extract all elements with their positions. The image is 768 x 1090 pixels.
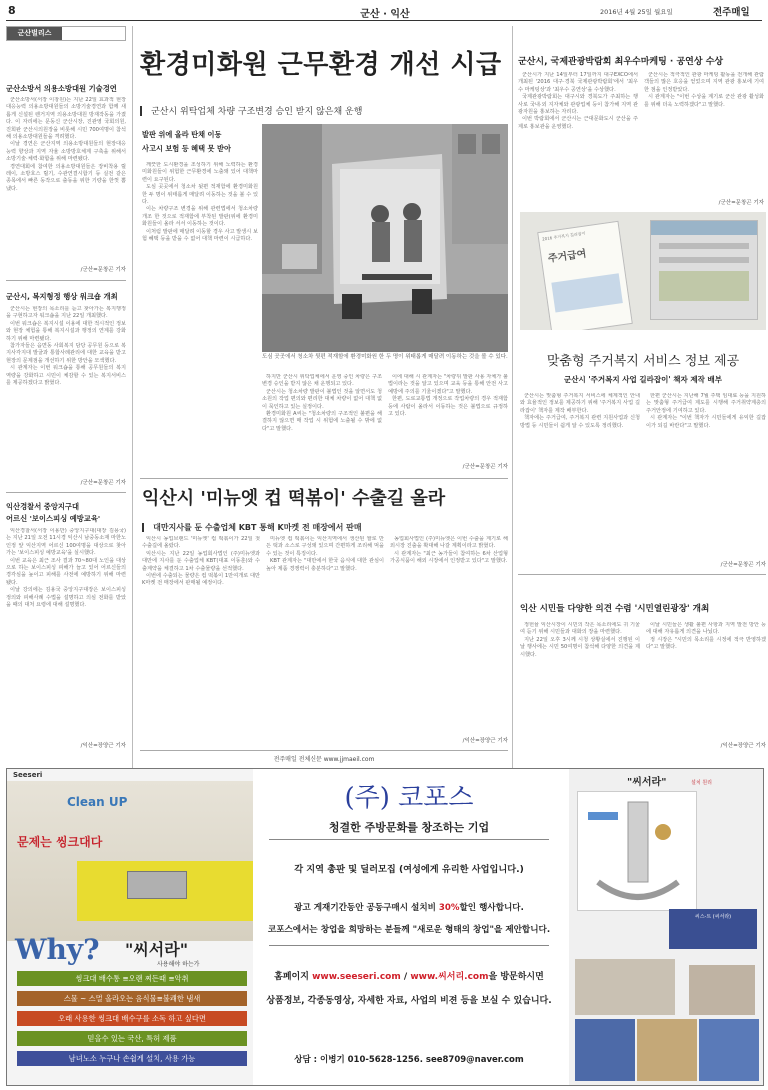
- tteokbokki-col-b: [266, 536, 384, 736]
- lead-kicker-2: 사고시 보험 등 혜택 못 받아: [142, 144, 231, 153]
- promo-text-end: 할인 행사합니다.: [459, 903, 524, 913]
- forum-headline: 익산 시민들 다양한 의견 수렴 '시민열린광장' 개최: [520, 604, 710, 614]
- paragraph: 시 관계자는 "최근 농가들이 참여하는 6차 산업형 가공식품이 해외 시장에서 인정받고 있다"고 말했다.: [390, 550, 508, 565]
- ad-bar-1: 씽크대 배수통 ≡오랜 찌든때 ≡악취: [17, 971, 247, 986]
- ad-clean-up: Clean UP: [67, 795, 128, 809]
- ad-right-product: "씨서라": [627, 777, 667, 788]
- ad-bar-4: 믿을수 있는 국산, 특허 제품: [17, 1031, 247, 1046]
- tteokbokki-byline: /익산=장양근 기자: [462, 738, 508, 744]
- paragraph: 정 시장은 "시민의 목소리를 시정에 적극 반영하겠다"고 말했다.: [646, 636, 766, 651]
- paragraph: 시 관계자는 이번 워크숍을 통해 공무원들의 복지 역량을 강화하고 시민이 체감할 수 있는 복지서비스를 제공하겠다고 밝혔다.: [6, 365, 126, 387]
- ad-drain-diagram: [577, 791, 697, 911]
- lead-subhead: [140, 100, 508, 119]
- photo-caption-truck: 도심 곳곳에서 청소차 뒷편 적재함에 환경미화원 한 두 명이 위태롭게 매달려 이동하는 것을 볼 수 있다.: [262, 354, 508, 360]
- headline-welfare-workshop: 군산시, 복지형정 행상 워크숍 개최: [6, 292, 118, 301]
- ad-right-product-sub: 설치 원리: [691, 780, 712, 786]
- booklet-stack: [650, 220, 758, 320]
- paragraph: KBT 관계자는 "대만에서 한국 음식에 대한 관심이 높아 제품 경쟁력이 충분하다"고 말했다.: [266, 558, 384, 572]
- paragraph: 깨끗한 도시환경을 조성하기 위해 노력하는 환경미화원들이 위험한 근무환경에 노출돼 있어 대책마련이 요구된다.: [142, 162, 258, 183]
- ad-left-panel: [7, 769, 253, 1085]
- paragraph: 이번에 수출되는 물량은 컵 떡볶이 1만여개로 대만 K마켓 전 매장에서 판매될 예정이다.: [142, 573, 260, 587]
- paragraph: 국제관광박람회는 대구시와 경북도가 주최하는 행사로 국내·외 지자체와 관광업체 등이 참가해 지역 관광자원을 홍보하는 자리다.: [518, 94, 638, 116]
- photo-garbage-truck: [262, 124, 508, 352]
- web-link-1[interactable]: www.seeseri.com: [312, 972, 401, 982]
- kitchen-sink: [127, 871, 187, 899]
- tteokbokki-col-c: [390, 536, 508, 726]
- byline-fire-contest: /군산=문창곤 기자: [80, 267, 126, 273]
- advertisement: [6, 768, 764, 1086]
- ad-bar-2: 스물 ~ 스멀 올라오는 음식물≡불쾌한 냄새: [17, 991, 247, 1006]
- paragraph: 군산시는 현장의 목소리를 듣고 찾아가는 복지행정을 구현하고자 워크숍을 지난 22일 개최했다.: [6, 306, 126, 320]
- paragraph: 이날 강의에는 김용국 중앙지구대장은 보이스피싱 정의와 피해사례 수법을 설명하고 의심 전화를 받았을 때의 대처 요령에 대해 설명했다.: [6, 587, 126, 609]
- booklet-cover: [537, 221, 633, 330]
- booklet-title: 주거급여: [547, 248, 588, 265]
- paragraph: 농업회사법인 (주)미뉴엣은 이번 수출을 계기로 해외시장 진출을 확대해 나갈 계획이라고 밝혔다.: [390, 536, 508, 550]
- ad-promo: [259, 901, 559, 913]
- ad-recruit: 각 지역 총판 및 딜러모집 (여성에게 유리한 사업입니다.): [294, 864, 524, 875]
- paragraph: 군산시는 청소차량 발판이 불법인 것을 알면서도 청소원의 작업 편의와 편리한 대체 차량이 없어 대책 없이 묵인하고 있는 실정이다.: [262, 388, 382, 410]
- web-text-end: 을 방문하시면: [488, 972, 544, 982]
- body-fire-contest: [6, 97, 126, 257]
- headline-fire-contest: 군산소방서 의용소방대원 기술경연: [6, 84, 117, 93]
- ad-slogan: 청결한 주방문화를 창조하는 기업: [328, 821, 490, 834]
- paragraph: 이처럼 발판에 매달려 이동할 경우 사고 발생시 보험 혜택 등을 받을 수 없어 대책 마련이 시급하다.: [142, 228, 258, 243]
- paper-footer: 전주매일 전체신문 www.jjmaeil.com: [273, 756, 375, 763]
- forum-col-b: [646, 622, 766, 732]
- ad-contact: 상담 : 이병기 010-5628-1256. see8709@naver.com: [294, 1055, 524, 1065]
- ad-why: Why?: [15, 933, 100, 966]
- photo-booklet: [520, 212, 766, 330]
- ad-company: (주) 코포스: [344, 783, 474, 813]
- paragraph: 이는 차량구조 변경을 위해 관련법에서 청소차량 개조 한 것으로 적재함에 부착된 발판(위에 환경미화원들이 올라 서서 이동하는 것이다.: [142, 206, 258, 228]
- drain-icon: [578, 792, 698, 912]
- paragraph: 하지만 군산시 위탁업체에서 운영 중인 차량은 구조변경 승인을 받지 않은 채 운행되고 있다.: [262, 374, 382, 388]
- tourism-col-b: [644, 72, 764, 194]
- ad-thumb-1: [575, 1019, 635, 1081]
- ad-thumb-4: [575, 959, 675, 1015]
- paragraph: 시 관계자는 "이번 책자가 시민들에게 유익한 길잡이가 되길 바란다"고 말했다.: [646, 415, 766, 429]
- paragraph: 한편 군산시는 지난해 7월 주택 임대료 등을 지원하는 맞춤형 주거급여 제도를 시행해 주거취약계층의 주거안정에 기여하고 있다.: [646, 393, 766, 414]
- ad-bar-3: 오래 사용한 씽크대 배수구를 소독 하고 싶다면: [17, 1011, 247, 1026]
- promo-text: 광고 게재기간동안 공동구매시 설치비: [294, 903, 439, 913]
- lead-body-mid: [262, 374, 382, 474]
- paragraph: 시 관계자는 "이번 수상을 계기로 군산 관광 활성화를 위해 더욱 노력하겠다"고 말했다.: [644, 94, 764, 108]
- lead-body-right: [388, 374, 508, 456]
- banner-label: 군산벌리스: [7, 27, 62, 40]
- paragraph: 환경미화원 A씨는 "청소차량의 구조적인 불편을 해결하지 않으면 매 작업 시 위험에 노출될 수 밖에 없다"고 말했다.: [262, 411, 382, 432]
- byline-welfare-workshop: /군산=문창곤 기자: [80, 480, 126, 486]
- paragraph: 미뉴엣 컵 떡볶이는 익산지역에서 생산된 쌀로 만든 떡과 소스로 구성돼 있으며 간편하게 조리해 먹을 수 있는 것이 특징이다.: [266, 536, 384, 557]
- subhead-bar: [140, 106, 142, 116]
- truck-illustration: [262, 124, 508, 352]
- paragraph: 참가자들은 읍면동 사회복지 담당 공무원 등으로 복지사각지대 발굴과 통합사례관리에 대한 교육을 받고 현장의 문제점을 개선하기 위한 방안을 모색했다.: [6, 343, 126, 364]
- paragraph: 책자에는 주거급여, 주거복지 관련 지원사업과 신청 방법 등 시민들이 쉽게 알 수 있도록 정리했다.: [520, 415, 640, 429]
- lead-body-left: [142, 162, 258, 412]
- paragraph: 군산시는 적극적인 관광 마케팅 활동을 전개해 관람객들의 많은 호응을 얻었으며 지역 관광 홍보에 기여한 점을 인정받았다.: [644, 72, 764, 93]
- paragraph: 군산시는 맞춤형 주거복지 서비스에 체계적인 안내와 효율적인 정보를 제공하기 위해 '주거복지 사업 길라잡이' 책자를 제작 배부한다.: [520, 393, 640, 414]
- ad-right-panel: [569, 769, 763, 1085]
- tteokbokki-col-a: [142, 536, 260, 736]
- headline-phishing-2: 어르신 '보이스피싱 예방교육': [6, 514, 101, 523]
- ad-left-product-sub: 사용해야 하는가: [157, 961, 200, 968]
- lead-byline: /군산=문창곤 기자: [462, 464, 508, 470]
- ad-left-product: "씨서라": [125, 940, 189, 959]
- paragraph: 군산소방서(서장 이창원)는 지난 22일 효과적 현장대응능력 의용소방대원들의 소방기술경연과 함께 새롭게 신설된 렌거지역 의용소방대원 방재작동을 가졌다. 이 자리에는 문동신 군산시장, 진관영 국회의원, 진희완 군산시의원장을 비롯해 시민 700여명이 참석해 의용소방대원들을 격려했다.: [6, 97, 126, 141]
- ad-startup: 코포스에서는 창업을 희망하는 분들께 "새로운 형태의 창업"을 제안합니다.: [267, 925, 551, 935]
- booklet-tag: 2016 주거복지 길라잡이: [541, 230, 586, 242]
- forum-col-a: [520, 622, 640, 738]
- lead-kicker-1: 발판 위에 올라 탄채 이동: [142, 130, 222, 139]
- ad-thumb-3: [699, 1019, 759, 1081]
- housing-byline: /군산=문창곤 기자: [720, 562, 766, 568]
- issue-date: 2016년 4월 25일 월요일: [600, 8, 673, 16]
- web-sep: /: [400, 972, 411, 982]
- paper-name: 전주매일: [713, 7, 750, 18]
- paragraph: 이번 교육은 최근 조사 결과 70~80대 노인을 대상으로 하는 보이스피싱 피해가 늘고 있어 어르신들의 경각심을 높이고 피해를 사전에 예방하기 위해 마련됐다.: [6, 557, 126, 586]
- subhead-text: 대만지사를 둔 수출업체 KBT 통해 K마켓 전 매장에서 판매: [153, 523, 362, 532]
- ad-problem-text: 문제는 씽크대다: [17, 835, 103, 849]
- housing-subhead: 군산시 '주거복지 사업 길라잡이' 책자 제작 배부: [564, 375, 722, 384]
- section-title: 군산 · 익산: [360, 9, 410, 20]
- paragraph: 이날 경연은 군산지역 의용소방대원들의 현장대응능력 향상과 지역 자율 소방방호체계 구축을 위해서 소방기술·체력·화합을 위해 마련됐다.: [6, 141, 126, 163]
- paragraph: 이번 박람회에서 군산시는 근대문화도시 군산을 주제로 홍보관을 운영했다.: [518, 116, 638, 130]
- paragraph: 정헌율 익산시장이 시민의 작은 목소리에도 귀 기울여 듣기 위해 시민들과 대화의 장을 마련했다.: [520, 622, 640, 636]
- paragraph: 지난 22일 오후 3시께 시청 상황실에서 진행된 이날 행사에는 시민 50여명이 참석해 다양한 의견을 제시했다.: [520, 636, 640, 658]
- section-banner: [6, 26, 126, 41]
- ad-brand: Seeseri: [13, 771, 43, 779]
- housing-col-a: [520, 393, 640, 553]
- ad-kitchen-photo: [7, 781, 253, 941]
- paragraph: 도심 곳곳에서 청소차 뒷편 적재함에 환경미화원 한 두 명이 위태롭게 매달려 이동하는 것을 볼 수 있다.: [142, 184, 258, 206]
- tourism-byline: /군산=문창곤 기자: [718, 200, 764, 206]
- promo-percent: 30%: [438, 903, 460, 913]
- page-number: 8: [8, 4, 16, 17]
- tourism-headline: 군산시, 국제관광박람회 최우수마케팅 · 공연상 수상: [518, 57, 724, 67]
- subhead-bar: [142, 523, 144, 532]
- housing-col-b: [646, 393, 766, 543]
- tteokbokki-headline: 익산시 '미뉴엣 컵 떡볶이' 수출길 올라: [142, 488, 446, 509]
- byline-phishing: /익산=장양근 기자: [80, 743, 126, 749]
- paragraph: 익산시 농업브랜드 '미뉴엣' 컵 떡볶이가 22일 첫 수출길에 올랐다.: [142, 536, 260, 550]
- ad-website: [259, 969, 559, 982]
- paragraph: 익산시는 지난 22일 농업회사법인 (주)미뉴엣과 대만에 지사를 둔 수출업체 KBT(대표 이동훈)와 수출계약을 체결하고 1차 수출물량을 선적했다.: [142, 550, 260, 572]
- paragraph: 익산경찰서(서장 이용만) 중앙지구대(대장 김용국)는 지난 21일 오전 11시경 익산시 남중동소재 마한노인정 앞 익산지역 어르신 100여명을 대상으로 찾아가는 '보이스피싱 예방교육'을 실시했다.: [6, 528, 126, 557]
- tteokbokki-subhead: [142, 517, 508, 536]
- paragraph: 한편, 도로교통법 개정으로 작업차량의 경우 적재함 등에 사람이 올라서 이동하는 것은 불법으로 규정하고 있다.: [388, 396, 508, 418]
- web-text: 홈페이지: [274, 972, 313, 982]
- headline-phishing-1: 익산경찰서 중앙지구대: [6, 502, 80, 511]
- paragraph: 이날 시민들은 생활 불편 사항과 지역 발전 방안 등에 대해 자유롭게 의견을 나눴다.: [646, 622, 766, 636]
- ad-thumb-2: [637, 1019, 697, 1081]
- ad-kitchen-label-box: [669, 909, 757, 949]
- paragraph: 경연대회에 참여한 의용소방대원들은 장비착용 릴레이, 소방호스 릴기, 수관연결시합기 등 실전 같은 종목에서 빠른 동작으로 출동을 위한 기량을 한껏 뽐냈다.: [6, 163, 126, 192]
- ad-bar-5: 남녀노소 누구나 손쉽게 설치, 사용 가능: [17, 1051, 247, 1066]
- ad-person-photo: [689, 965, 755, 1015]
- paragraph: 이에 대해 시 관계자는 "차량뒤 발판 사용 자체가 불법이라는 것을 알고 있으며 교육 등을 통해 안전 사고 예방에 주의를 기울이겠다"고 말했다.: [388, 374, 508, 395]
- body-phishing: [6, 528, 126, 738]
- paragraph: 군산시가 지난 14일부터 17일까지 대구EXCO에서 개최된 '2016 대구·경북 국제관광박람회'에서 '최우수 마케팅상'과 '최우수 공연상'을 수상했다.: [518, 72, 638, 93]
- subhead-text: 군산시 위탁업체 차량 구조변경 승인 받지 않은채 운행: [151, 107, 363, 117]
- tourism-col-a: [518, 72, 638, 202]
- forum-byline: /익산=장양근 기자: [720, 743, 766, 749]
- ad-kitchen-label: 씨스-트 (씨서라): [694, 914, 732, 920]
- paragraph: 이번 워크숍은 복지시설 이용에 대한 적시적인 정보와 현장 체험을 통해 복지시설과 행정의 연계를 강화하기 위해 마련됐다.: [6, 320, 126, 342]
- web-link-2[interactable]: www.씨서리.com: [410, 972, 489, 982]
- housing-headline: 맞춤형 주거복지 서비스 정보 제공: [546, 354, 740, 369]
- body-welfare-workshop: [6, 306, 126, 476]
- ad-website-line2: 상품정보, 각종동영상, 자세한 자료, 사업의 비젼 등을 보실 수 있습니다.: [266, 996, 552, 1006]
- lead-headline: 환경미화원 근무환경 개선 시급: [140, 50, 502, 80]
